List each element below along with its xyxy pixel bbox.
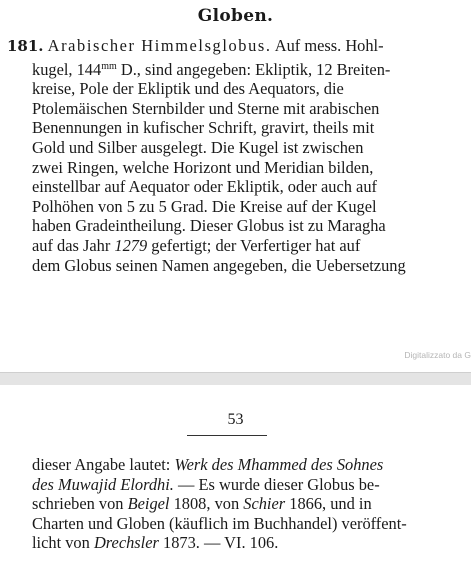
page-number: 53 xyxy=(227,411,244,428)
digitization-watermark: Digitalizzato da G xyxy=(404,350,471,360)
text-line: haben Gradeintheilung. Dieser Globus ist zu Maragha xyxy=(32,216,386,236)
text-fragment: kugel, 144 xyxy=(32,59,102,79)
page-lower xyxy=(0,385,471,584)
text-fragment: auf das Jahr xyxy=(32,235,111,255)
text-fragment: 1866, und in xyxy=(289,494,372,514)
entry-number: 181. xyxy=(7,37,44,55)
author-name: Drechsler xyxy=(93,533,159,553)
text-line xyxy=(7,36,471,57)
superscript-mm: mm xyxy=(101,60,117,72)
text-line: Benennungen in kufischer Schrift, gravirt, theils mit xyxy=(32,118,375,138)
text-fragment: — Es wurde dieser Globus be- xyxy=(178,474,380,494)
text-line: dem Globus seinen Namen angegeben, die Uebersetzung xyxy=(32,255,406,275)
entry-title: Arabischer Himmelsglobus. xyxy=(47,36,272,55)
text-fragment: dieser Angabe lautet: xyxy=(32,455,171,474)
page-separator xyxy=(0,372,471,386)
text-fragment: Auf mess. Hohl- xyxy=(274,36,384,55)
author-name: Beigel xyxy=(127,494,170,514)
continued-paragraph xyxy=(7,455,471,553)
text-line xyxy=(7,533,471,553)
year: 1279 xyxy=(114,235,148,255)
text-line: zwei Ringen, welche Horizont und Meridian bilden, xyxy=(32,157,374,177)
text-fragment: D., sind angegeben: Ekliptik, 12 Breiten- xyxy=(120,59,391,79)
text-fragment: 1808, von xyxy=(173,494,240,514)
author-name: Schier xyxy=(243,494,286,514)
page-number-rule xyxy=(187,435,267,436)
text-line xyxy=(7,236,471,256)
text-fragment: schrieben von xyxy=(32,494,124,514)
text-line xyxy=(7,455,471,475)
catalog-entry-181 xyxy=(7,36,471,275)
text-line: Gold und Silber ausgelegt. Die Kugel ist zwischen xyxy=(32,137,364,157)
text-line xyxy=(7,494,471,514)
inscription-translation: Werk des Mhammed des Sohnes xyxy=(174,455,384,474)
text-line: Ptolemäischen Sternbilder und Sterne mit arabischen xyxy=(32,98,380,118)
text-line xyxy=(7,475,471,495)
text-fragment: 1873. — VI. 106. xyxy=(163,533,279,553)
text-line xyxy=(7,57,471,80)
text-line: einstellbar auf Aequator oder Ekliptik, oder auch auf xyxy=(32,177,377,197)
text-fragment: gefertigt; der Verfertiger hat auf xyxy=(151,235,361,255)
text-fragment: licht von xyxy=(32,533,90,553)
text-line: Polhöhen von 5 zu 5 Grad. Die Kreise auf der Kugel xyxy=(32,196,377,216)
text-line: Charten und Globen (käuflich im Buchhandel) veröffent- xyxy=(32,513,407,533)
text-line: kreise, Pole der Ekliptik und des Aequators, die xyxy=(32,79,344,99)
page-heading: Globen. xyxy=(197,6,274,26)
inscription-translation: des Muwajid Elordhi. xyxy=(32,474,174,494)
